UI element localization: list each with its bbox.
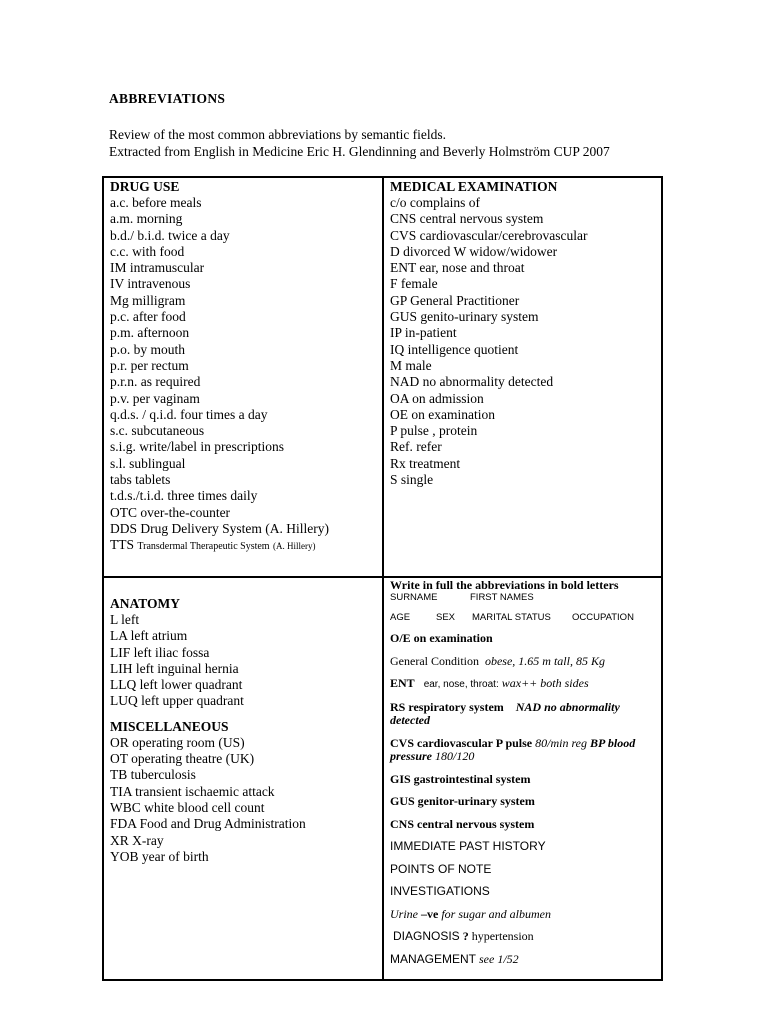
exercise-instruction: Write in full the abbreviations in bold letters (390, 578, 619, 592)
list-item: TB tuberculosis (110, 767, 196, 783)
management-line: MANAGEMENT see 1/52 (390, 951, 519, 966)
list-item: LIH left inguinal hernia (110, 660, 239, 676)
list-item: DDS Drug Delivery System (A. Hillery) (110, 520, 329, 536)
diagnosis-line: DIAGNOSIS ? hypertension (393, 929, 534, 943)
rs-line: RS respiratory system NAD no abnormality detected (390, 699, 620, 727)
list-item: YOB year of birth (110, 848, 209, 864)
medical-examination-list (390, 195, 661, 488)
list-item: TTS Transdermal Therapeutic System (A. Hillery) (110, 537, 316, 553)
form-row-names: SURNAME FIRST NAMES (390, 592, 534, 603)
list-item: q.d.s. / q.i.d. four times a day (110, 406, 268, 422)
cns-line: CNS central nervous system (390, 816, 535, 831)
gus-line: GUS genitor-urinary system (390, 794, 535, 808)
miscellaneous-heading: MISCELLANEOUS (110, 718, 229, 734)
intro-line-2: Extracted from English in Medicine Eric H. Glendinning and Beverly Holmström CUP 2007 (109, 144, 610, 159)
medical-examination-cell (383, 177, 662, 577)
list-item: OTC over-the-counter (110, 504, 231, 520)
list-item: XR X-ray (110, 832, 164, 848)
general-condition-line: General Condition obese, 1.65 m tall, 85 Kg (390, 653, 605, 668)
list-item: TIA transient ischaemic attack (110, 783, 275, 799)
list-item: b.d./ b.i.d. twice a day (110, 227, 230, 243)
list-item: WBC white blood cell count (110, 799, 265, 815)
list-item: GUS genito-urinary system (390, 309, 539, 325)
list-item: LA left atrium (110, 628, 188, 644)
list-item: c/o complains of (390, 195, 480, 210)
ent-line: ENT ear, nose, throat: wax++ both sides (390, 676, 589, 690)
list-item: OR operating room (US) (110, 734, 245, 750)
list-item: IQ intelligence quotient (390, 341, 519, 357)
list-item: a.c. before meals (110, 195, 202, 210)
list-item: s.c. subcutaneous (110, 423, 205, 439)
gis-line: GIS gastrointestinal system (390, 771, 531, 786)
investigations-line: INVESTIGATIONS (390, 884, 490, 898)
list-item: LIF left iliac fossa (110, 644, 210, 660)
list-item: F female (390, 276, 438, 292)
page-title: ABBREVIATIONS (109, 91, 226, 106)
list-item: p.m. afternoon (110, 325, 190, 341)
list-item: t.d.s./t.i.d. three times daily (110, 488, 258, 504)
list-item: IV intravenous (110, 276, 191, 292)
list-item: s.l. sublingual (110, 455, 186, 471)
list-item: D divorced W widow/widower (390, 243, 558, 259)
list-item: CNS central nervous system (390, 211, 544, 227)
list-item: GP General Practitioner (390, 292, 520, 308)
anatomy-heading: ANATOMY (110, 596, 180, 611)
medical-examination-heading: MEDICAL EXAMINATION (390, 179, 558, 194)
list-item: p.r. per rectum (110, 357, 189, 373)
list-item: S single (390, 472, 434, 488)
list-item: IM intramuscular (110, 260, 205, 276)
past-history-line: IMMEDIATE PAST HISTORY (390, 839, 546, 853)
form-row-personal: AGE SEX MARITAL STATUS OCCUPATION (390, 612, 634, 623)
list-item: FDA Food and Drug Administration (110, 816, 306, 832)
drug-use-heading: DRUG USE (110, 179, 180, 194)
list-item: s.i.g. write/label in prescriptions (110, 439, 284, 455)
list-item: Mg milligram (110, 292, 186, 308)
miscellaneous-list (110, 735, 382, 865)
list-item: LLQ left lower quadrant (110, 677, 243, 693)
list-item: p.v. per vaginam (110, 390, 200, 406)
list-item: OE on examination (390, 406, 495, 422)
list-item: Ref. refer (390, 439, 442, 455)
list-item: Rx treatment (390, 455, 461, 471)
drug-use-list (110, 195, 382, 537)
intro-text (109, 126, 610, 160)
list-item: c.c. with food (110, 243, 185, 259)
anatomy-misc-cell (103, 577, 383, 980)
urine-line: Urine –ve for sugar and albumen (390, 906, 551, 921)
list-item: P pulse , protein (390, 423, 478, 439)
cvs-line: CVS cardiovascular P pulse 80/min reg BP blood pressure 180/120 (390, 735, 636, 763)
list-item: M male (390, 357, 432, 373)
list-item: ENT ear, nose and throat (390, 260, 525, 276)
list-item: NAD no abnormality detected (390, 374, 554, 390)
list-item: p.r.n. as required (110, 374, 201, 390)
list-item: a.m. morning (110, 211, 183, 227)
list-item: CVS cardiovascular/cerebrovascular (390, 227, 588, 243)
list-item: OT operating theatre (UK) (110, 751, 255, 767)
exercise-cell (383, 577, 662, 980)
intro-line-1: Review of the most common abbreviations by semantic fields. (109, 127, 447, 142)
list-item: LUQ left upper quadrant (110, 693, 244, 709)
list-item: L left (110, 612, 140, 627)
abbreviations-table (102, 176, 663, 981)
list-item: OA on admission (390, 390, 484, 406)
list-item: IP in-patient (390, 325, 457, 341)
anatomy-list (110, 612, 382, 710)
list-item: p.o. by mouth (110, 341, 186, 357)
list-item: p.c. after food (110, 309, 186, 325)
drug-use-cell (103, 177, 383, 577)
list-item: tabs tablets (110, 472, 171, 488)
points-of-note-line: POINTS OF NOTE (390, 861, 492, 876)
oe-line: O/E on examination (390, 631, 493, 645)
